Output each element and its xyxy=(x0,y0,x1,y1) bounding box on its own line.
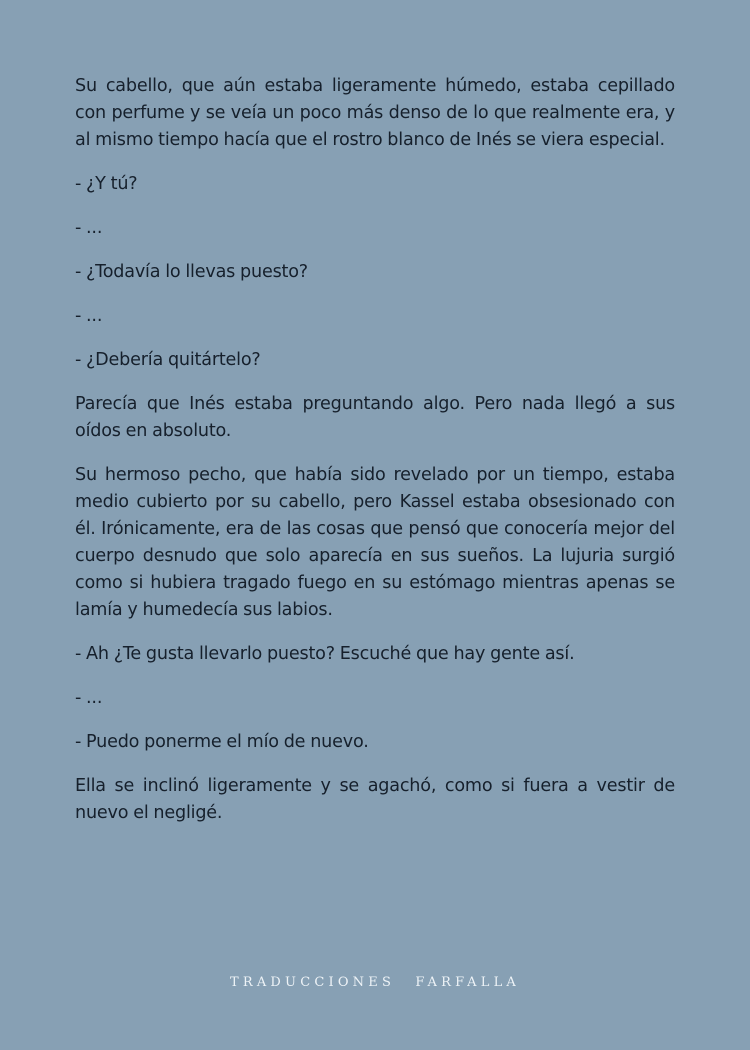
paragraph-narration: Su hermoso pecho, que había sido revelado por un tiempo, estaba medio cubierto por su cabello, pero Kassel estaba obsesionado con él. Irónicamente, era de las cosas que pensó que conocería mejor del cuerpo desnudo que solo aparecía en sus sueños. La lujuria surgió como si hubiera tragado fuego en su estómago mientras apenas se lamía y humedecía sus labios. xyxy=(75,465,675,620)
footer-credit xyxy=(0,975,750,990)
paragraph-dialog: - ... xyxy=(75,688,103,708)
paragraph-narration: Ella se inclinó ligeramente y se agachó, como si fuera a vestir de nuevo el negligé. xyxy=(75,776,675,823)
paragraph-dialog: - ¿Y tú? xyxy=(75,174,138,194)
paragraph-narration: Parecía que Inés estaba preguntando algo. Pero nada llegó a sus oídos en absoluto. xyxy=(75,394,675,441)
paragraph-dialog: - Ah ¿Te gusta llevarlo puesto? Escuché que hay gente así. xyxy=(75,644,575,664)
paragraph-dialog: - ... xyxy=(75,306,103,326)
paragraph-dialog: - ... xyxy=(75,218,103,238)
paragraph-dialog: - ¿Debería quitártelo? xyxy=(75,350,261,370)
page-body xyxy=(75,73,675,844)
footer-word-farfalla: FARFALLA xyxy=(415,975,521,990)
footer-word-traducciones: TRADUCCIONES xyxy=(229,975,396,990)
paragraph-narration: Su cabello, que aún estaba ligeramente húmedo, estaba cepillado con perfume y se veía un poco más denso de lo que realmente era, y al mismo tiempo hacía que el rostro blanco de Inés se viera especial. xyxy=(75,76,675,150)
paragraph-dialog: - ¿Todavía lo llevas puesto? xyxy=(75,262,308,282)
paragraph-dialog: - Puedo ponerme el mío de nuevo. xyxy=(75,732,369,752)
